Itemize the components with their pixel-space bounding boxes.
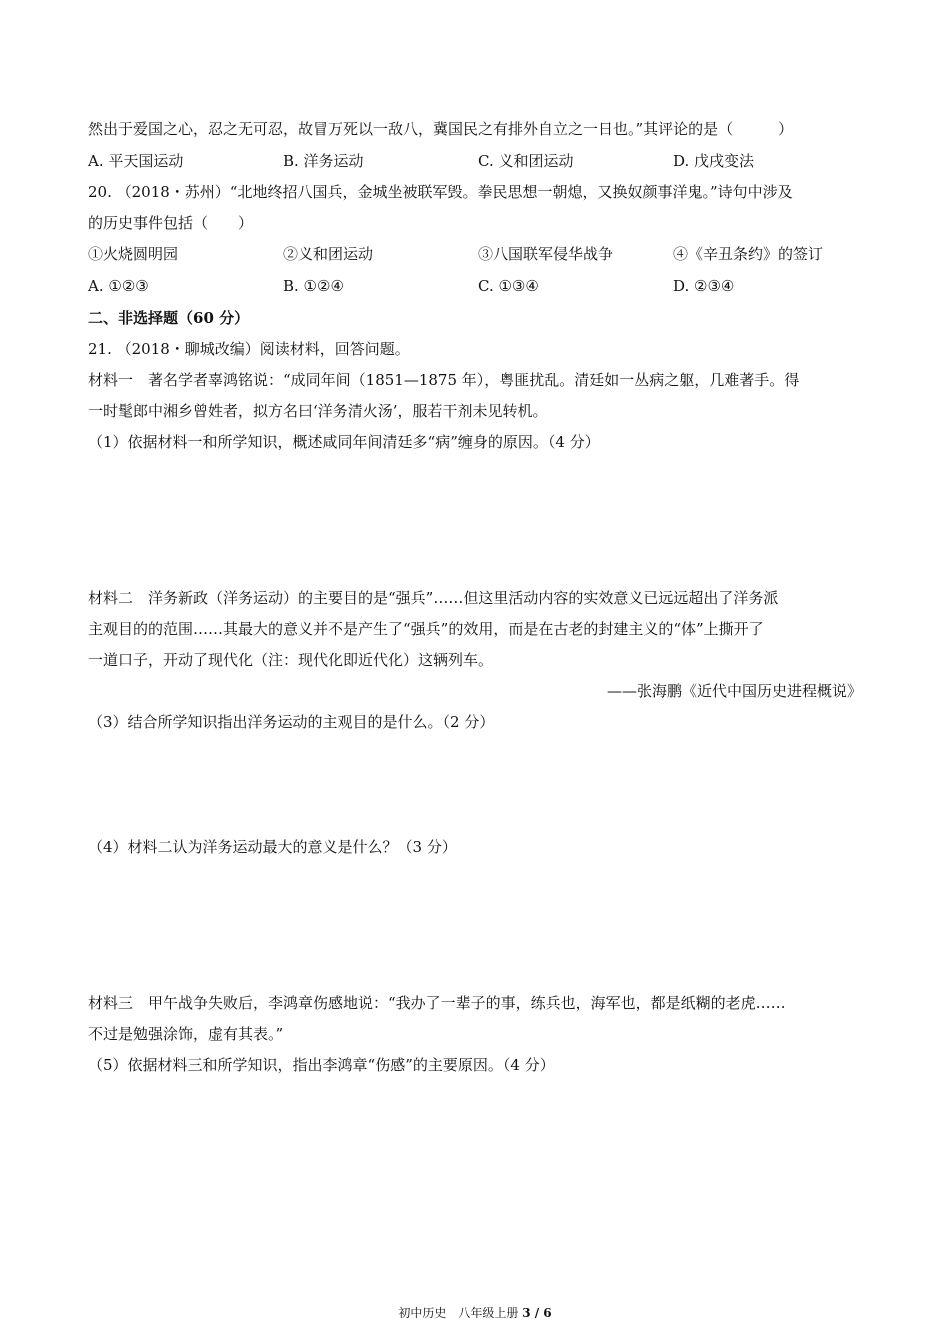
q20-item-2: ②义和团运动 <box>283 245 374 263</box>
page-footer <box>0 1304 950 1322</box>
material2-line2: 主观目的的范围……其最大的意义并不是产生了“强兵”的效用，而是在古老的封建主义的“体”上撕开了 <box>88 620 764 638</box>
q20-option-b[interactable]: B. ①②④ <box>283 277 344 295</box>
material1-line2: 一时髦郎中湘乡曾姓者，拟方名曰‘洋务清火汤’，服若干剂未见转机。 <box>88 402 548 420</box>
q19-option-d[interactable]: D. 戊戌变法 <box>673 152 755 170</box>
q19-options <box>88 150 868 172</box>
q20-options <box>88 275 868 297</box>
q19-option-a[interactable]: A. 平天国运动 <box>88 152 184 170</box>
material2-source: ——张海鹏《近代中国历史进程概说》 <box>606 682 862 700</box>
q21-title: 21. （2018・聊城改编）阅读材料，回答问题。 <box>88 340 410 358</box>
q20-item-4: ④《辛丑条约》的签订 <box>673 245 824 263</box>
q20-item-3: ③八国联军侵华战争 <box>478 245 614 263</box>
footer-text: 初中历史 八年级上册 <box>398 1306 519 1320</box>
q20-stem-line2: 的历史事件包括（ ） <box>88 214 254 232</box>
material2-line1: 材料二 洋务新政（洋务运动）的主要目的是“强兵”……但这里活动内容的实效意义已远远超出了洋务派 <box>88 589 779 607</box>
subquestion-1: （1）依据材料一和所学知识，概述咸同年间清廷多“病”缠身的原因。（4 分） <box>88 433 600 451</box>
q19-stem-tail: 然出于爱国之心，忍之无可忍，故冒万死以一敌八，冀国民之有排外自立之一日也。”其评论的是（ ） <box>88 120 794 138</box>
material3-line1: 材料三 甲午战争失败后，李鸿章伤感地说：“我办了一辈子的事，练兵也，海军也，都是纸糊的老虎…… <box>88 994 786 1012</box>
section-title: 二、非选择题（60 分） <box>88 309 250 327</box>
q19-option-c[interactable]: C. 义和团运动 <box>478 152 574 170</box>
subquestion-5: （5）依据材料三和所学知识，指出李鸿章“伤感”的主要原因。（4 分） <box>88 1056 555 1074</box>
page-number: 3 / 6 <box>522 1306 552 1320</box>
q20-option-c[interactable]: C. ①③④ <box>478 277 539 295</box>
q20-option-d[interactable]: D. ②③④ <box>673 277 735 295</box>
q20-item-1: ①火烧圆明园 <box>88 245 179 263</box>
subquestion-3: （3）结合所学知识指出洋务运动的主观目的是什么。（2 分） <box>88 713 495 731</box>
q20-stem-line1: 20. （2018・苏州）“北地终招八国兵，金城坐被联军毁。拳民思想一朝熄，又换奴颜事洋鬼。”诗句中涉及 <box>88 183 793 201</box>
q20-items <box>88 243 868 265</box>
subquestion-4: （4）材料二认为洋务运动最大的意义是什么？（3 分） <box>88 838 457 856</box>
material3-line2: 不过是勉强涂饰，虚有其表。” <box>88 1025 284 1043</box>
q20-option-a[interactable]: A. ①②③ <box>88 277 149 295</box>
material1-line1: 材料一 著名学者辜鸿铭说：“成同年间（1851—1875 年），粤匪扰乱。清廷如一丛病之躯，几难著手。得 <box>88 371 800 389</box>
material2-line3: 一道口子，开动了现代化（注：现代化即近代化）这辆列车。 <box>88 651 494 669</box>
q19-option-b[interactable]: B. 洋务运动 <box>283 152 364 170</box>
